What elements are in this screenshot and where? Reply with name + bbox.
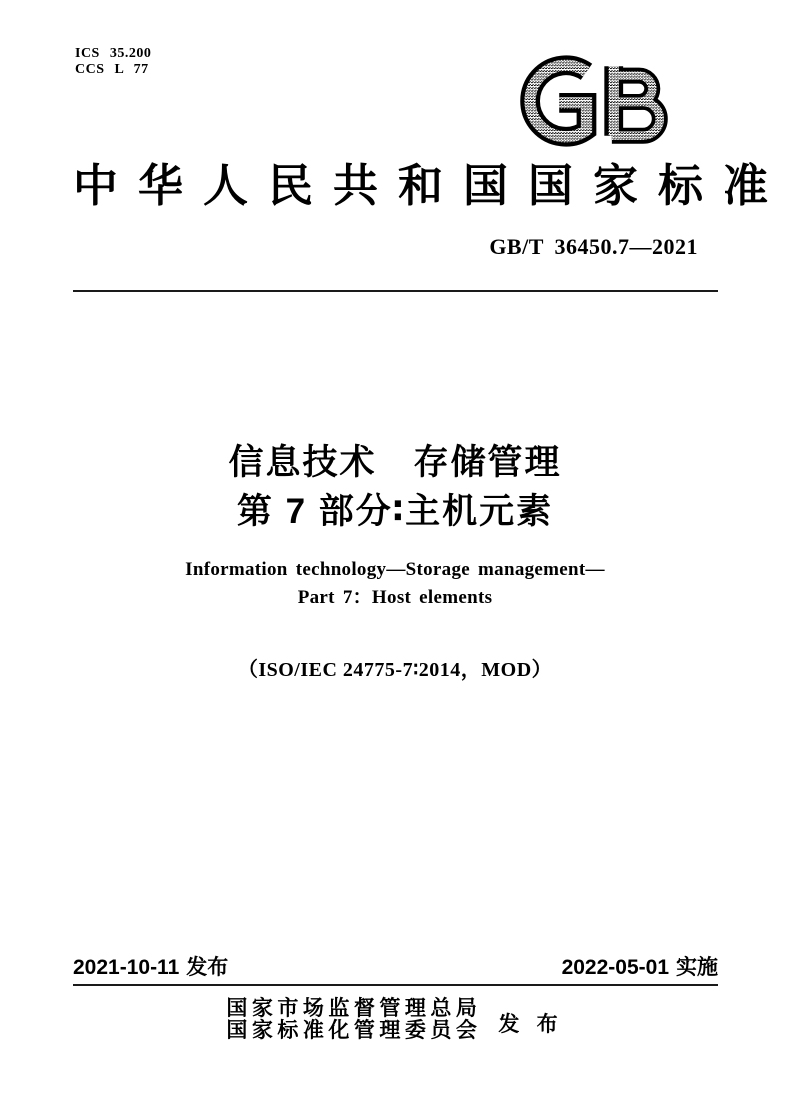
issue-date-value: 2021-10-11 <box>73 956 180 979</box>
implementation-date-label: 实施 <box>676 956 718 979</box>
implementation-date <box>562 951 718 981</box>
implementation-date-value: 2022-05-01 <box>561 956 669 979</box>
standard-title-cn-line1: 信息技术 存储管理 <box>228 443 562 482</box>
publishers-row <box>0 997 790 1041</box>
publisher-line1: 国家市场监督管理总局 <box>226 996 482 1020</box>
standard-number: GB/T 36450.7—2021 <box>489 234 698 259</box>
publish-label: 发 布 <box>498 1012 564 1036</box>
ics-code: ICS 35.200 <box>75 46 152 61</box>
gb-logo <box>512 54 676 148</box>
top-rule <box>73 290 718 292</box>
ccs-code: CCS L 77 <box>75 62 149 77</box>
publisher-line2: 国家标准化管理委员会 <box>226 1018 482 1042</box>
issue-date <box>73 951 228 981</box>
standard-title-en-line2: Part 7：Host elements <box>297 587 493 608</box>
classification-codes <box>75 46 151 78</box>
standard-title-english <box>0 556 790 612</box>
standard-title-cn-line2: 第 7 部分∶主机元素 <box>236 492 554 531</box>
standard-title-chinese <box>0 438 790 536</box>
dates-row <box>73 951 718 981</box>
national-standard-title: 中华人民共和国国家标准 <box>73 161 789 211</box>
iso-adoption-reference: （ISO/IEC 24775-7∶2014，MOD） <box>237 659 553 681</box>
standard-title-en-line1: Information technology—Storage management— <box>185 559 605 580</box>
issue-date-label: 发布 <box>186 956 229 979</box>
bottom-rule <box>73 984 718 986</box>
publisher-names <box>226 997 481 1041</box>
